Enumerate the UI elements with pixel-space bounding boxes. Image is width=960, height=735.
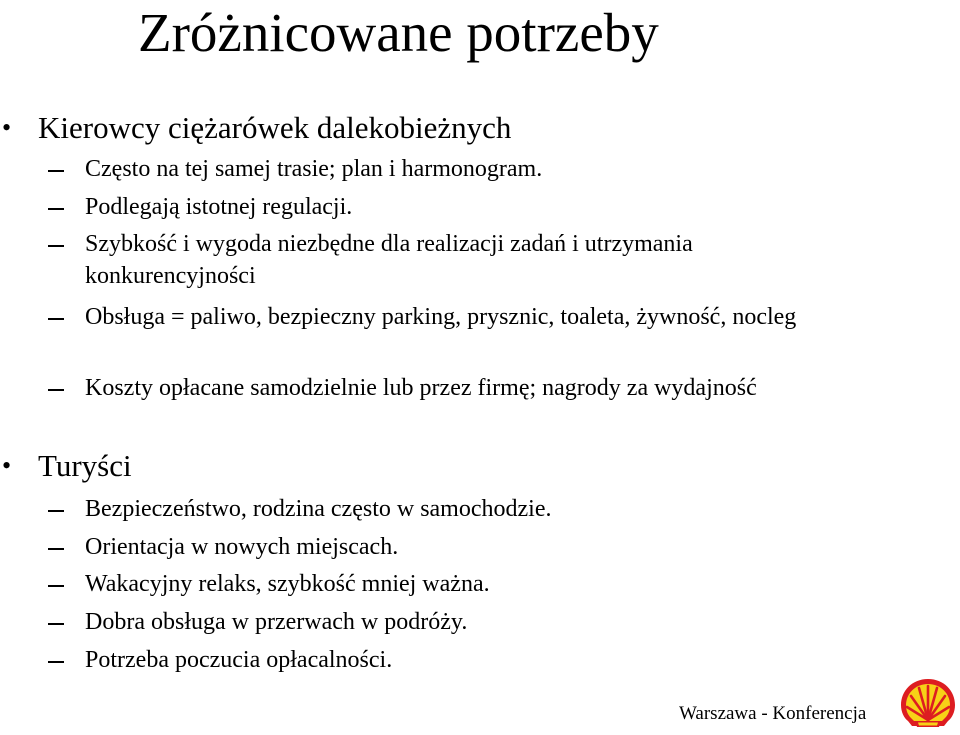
list-item-text: Orientacja w nowych miejscach. [85,534,399,560]
dash-icon [48,245,64,247]
slide-title: Zróżnicowane potrzeby [138,2,659,63]
dash-icon [48,208,64,210]
shell-logo-icon [898,676,958,734]
dash-icon [48,548,64,550]
list-item-text: Obsługa = paliwo, bezpieczny parking, prysznic, toaleta, żywność, nocleg [85,304,797,330]
list-item-text: Dobra obsługa w przerwach w podróży. [85,609,468,635]
list-item-text: Potrzeba poczucia opłacalności. [85,647,393,673]
dash-icon [48,661,64,663]
section-heading: Kierowcy ciężarówek dalekobieżnych [38,110,512,145]
list-item-text: Często na tej samej trasie; plan i harmonogram. [85,156,543,182]
list-item-text: Podlegają istotnej regulacji. [85,194,353,220]
list-item-text: Wakacyjny relaks, szybkość mniej ważna. [85,571,490,597]
dash-icon [48,318,64,320]
footer-text: Warszawa - Konferencja [679,703,867,724]
dash-icon [48,585,64,587]
list-item-text: Bezpieczeństwo, rodzina często w samochodzie. [85,496,552,522]
dash-icon [48,170,64,172]
list-item-text: Szybkość i wygoda niezbędne dla realizacji zadań i utrzymania konkurencyjności [85,231,693,289]
dash-icon [48,623,64,625]
dash-icon [48,389,64,391]
list-item-text: Koszty opłacane samodzielnie lub przez firmę; nagrody za wydajność [85,375,757,401]
bullet-icon: • [2,113,12,142]
bullet-icon: • [2,451,12,480]
section-heading: Turyści [38,448,132,483]
dash-icon [48,510,64,512]
